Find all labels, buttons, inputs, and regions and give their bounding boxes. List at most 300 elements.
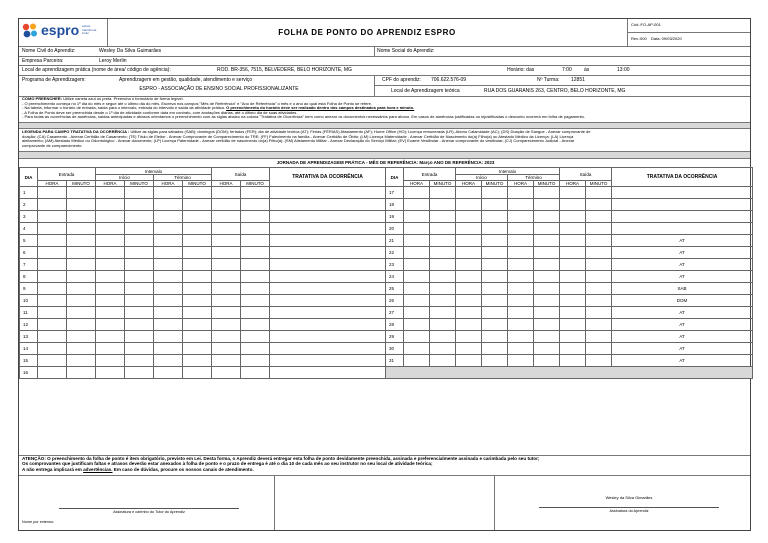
hora-cell[interactable] xyxy=(560,259,586,271)
hora-cell[interactable] xyxy=(212,199,241,211)
hora-cell[interactable] xyxy=(404,295,430,307)
hora-cell[interactable] xyxy=(404,187,430,199)
minuto-cell[interactable] xyxy=(125,235,154,247)
minuto-cell[interactable] xyxy=(67,307,96,319)
minuto-cell[interactable] xyxy=(241,187,270,199)
hora-cell[interactable] xyxy=(560,187,586,199)
hora-cell[interactable] xyxy=(212,211,241,223)
hora-cell[interactable] xyxy=(212,307,241,319)
hora-cell[interactable] xyxy=(404,331,430,343)
hora-cell[interactable] xyxy=(96,235,125,247)
hora-cell[interactable] xyxy=(38,271,67,283)
minuto-cell[interactable] xyxy=(125,355,154,367)
minuto-cell[interactable] xyxy=(482,307,508,319)
tratativa-cell[interactable]: AT xyxy=(612,307,753,319)
minuto-cell[interactable] xyxy=(67,211,96,223)
hora-cell[interactable] xyxy=(38,199,67,211)
hora-cell[interactable] xyxy=(96,307,125,319)
minuto-cell[interactable] xyxy=(482,187,508,199)
hora-cell[interactable] xyxy=(456,307,482,319)
minuto-cell[interactable] xyxy=(586,223,612,235)
hora-cell[interactable] xyxy=(96,355,125,367)
minuto-cell[interactable] xyxy=(67,247,96,259)
hora-cell[interactable] xyxy=(456,355,482,367)
hora-cell[interactable] xyxy=(456,331,482,343)
tratativa-cell[interactable] xyxy=(270,247,386,259)
hora-cell[interactable] xyxy=(154,343,183,355)
minuto-cell[interactable] xyxy=(534,307,560,319)
instructions-block xyxy=(22,97,750,120)
day-number: 3 xyxy=(20,211,38,223)
nome-civil-value[interactable]: Wesley Da Silva Guimarães xyxy=(99,48,162,54)
hora-cell[interactable] xyxy=(508,295,534,307)
minuto-cell[interactable] xyxy=(183,259,212,271)
minuto-cell[interactable] xyxy=(67,187,96,199)
tratativa-cell[interactable] xyxy=(612,199,753,211)
hora-cell[interactable] xyxy=(508,271,534,283)
minuto-cell[interactable] xyxy=(534,319,560,331)
minuto-cell[interactable] xyxy=(67,199,96,211)
hora-cell[interactable] xyxy=(96,295,125,307)
hora-cell[interactable] xyxy=(560,235,586,247)
minuto-cell[interactable] xyxy=(534,343,560,355)
hora-cell[interactable] xyxy=(154,211,183,223)
hora-cell[interactable] xyxy=(96,367,125,379)
day-number: 23 xyxy=(386,259,404,271)
hora-cell[interactable] xyxy=(560,199,586,211)
minuto-cell[interactable] xyxy=(125,283,154,295)
hora-cell[interactable] xyxy=(212,355,241,367)
hora-cell[interactable] xyxy=(404,247,430,259)
minuto-cell[interactable] xyxy=(430,235,456,247)
hora-header: HORA xyxy=(38,181,67,187)
minuto-cell[interactable] xyxy=(534,211,560,223)
hora-cell[interactable] xyxy=(154,283,183,295)
hora-cell[interactable] xyxy=(508,187,534,199)
hora-cell[interactable] xyxy=(560,271,586,283)
hora-cell[interactable] xyxy=(154,235,183,247)
hora-cell[interactable] xyxy=(154,223,183,235)
hora-cell[interactable] xyxy=(212,367,241,379)
hora-cell[interactable] xyxy=(456,343,482,355)
hora-cell[interactable] xyxy=(154,367,183,379)
minuto-cell[interactable] xyxy=(183,295,212,307)
hora-cell[interactable] xyxy=(560,295,586,307)
minuto-cell[interactable] xyxy=(534,295,560,307)
tratativa-cell[interactable] xyxy=(270,295,386,307)
minuto-cell[interactable] xyxy=(534,355,560,367)
horario-fim[interactable]: 13:00 xyxy=(617,67,630,73)
minuto-cell[interactable] xyxy=(241,211,270,223)
tratativa-cell[interactable]: AT xyxy=(612,247,753,259)
tratativa-cell[interactable] xyxy=(270,307,386,319)
hora-cell[interactable] xyxy=(96,331,125,343)
hora-cell[interactable] xyxy=(404,211,430,223)
minuto-cell[interactable] xyxy=(183,187,212,199)
hora-cell[interactable] xyxy=(154,319,183,331)
hora-cell[interactable] xyxy=(38,187,67,199)
minuto-cell[interactable] xyxy=(125,295,154,307)
hora-cell[interactable] xyxy=(38,235,67,247)
tratativa-cell[interactable] xyxy=(612,211,753,223)
hora-cell[interactable] xyxy=(96,223,125,235)
hora-cell[interactable] xyxy=(96,259,125,271)
minuto-cell[interactable] xyxy=(482,199,508,211)
minuto-cell[interactable] xyxy=(586,295,612,307)
minuto-cell[interactable] xyxy=(586,307,612,319)
hora-cell[interactable] xyxy=(212,343,241,355)
horario-inicio[interactable]: 7:00 xyxy=(562,67,572,73)
minuto-cell[interactable] xyxy=(183,367,212,379)
hora-cell[interactable] xyxy=(508,223,534,235)
hora-cell[interactable] xyxy=(212,295,241,307)
minuto-cell[interactable] xyxy=(430,211,456,223)
hora-cell[interactable] xyxy=(154,331,183,343)
cpf-value[interactable]: 706.622.576-09 xyxy=(431,77,467,83)
tratativa-cell[interactable] xyxy=(270,223,386,235)
hora-cell[interactable] xyxy=(96,247,125,259)
minuto-cell[interactable] xyxy=(183,331,212,343)
minuto-cell[interactable] xyxy=(183,271,212,283)
hora-cell[interactable] xyxy=(508,259,534,271)
hora-cell[interactable] xyxy=(456,283,482,295)
minuto-cell[interactable] xyxy=(183,211,212,223)
minuto-cell[interactable] xyxy=(67,355,96,367)
tratativa-cell[interactable]: AT xyxy=(612,355,753,367)
minuto-cell[interactable] xyxy=(241,259,270,271)
minuto-cell[interactable] xyxy=(125,331,154,343)
hora-cell[interactable] xyxy=(38,211,67,223)
minuto-cell[interactable] xyxy=(534,271,560,283)
minuto-cell[interactable] xyxy=(241,283,270,295)
hora-cell[interactable] xyxy=(508,331,534,343)
hora-cell[interactable] xyxy=(508,199,534,211)
hora-cell[interactable] xyxy=(560,307,586,319)
hora-cell[interactable] xyxy=(404,355,430,367)
hora-cell[interactable] xyxy=(456,271,482,283)
hora-cell[interactable] xyxy=(154,199,183,211)
tratativa-cell[interactable] xyxy=(270,199,386,211)
hora-cell[interactable] xyxy=(154,259,183,271)
minuto-cell[interactable] xyxy=(183,283,212,295)
minuto-cell[interactable] xyxy=(430,283,456,295)
hora-cell[interactable] xyxy=(560,283,586,295)
tratativa-cell[interactable] xyxy=(270,271,386,283)
minuto-cell[interactable] xyxy=(241,343,270,355)
minuto-cell[interactable] xyxy=(482,283,508,295)
doc-revision: Rev.:000 xyxy=(631,36,647,41)
tratativa-cell[interactable] xyxy=(270,319,386,331)
hora-cell[interactable] xyxy=(154,247,183,259)
hora-cell[interactable] xyxy=(38,319,67,331)
minuto-cell[interactable] xyxy=(125,199,154,211)
hora-cell[interactable] xyxy=(212,247,241,259)
hora-cell[interactable] xyxy=(38,259,67,271)
hora-cell[interactable] xyxy=(404,199,430,211)
hora-cell[interactable] xyxy=(154,307,183,319)
minuto-cell[interactable] xyxy=(430,331,456,343)
hora-cell[interactable] xyxy=(154,355,183,367)
hora-cell[interactable] xyxy=(560,211,586,223)
hora-cell[interactable] xyxy=(154,295,183,307)
local-value[interactable]: ROD. BR-356, 7515, BELVEDERE, BELO HORIZONTE, MG xyxy=(217,67,352,73)
tratativa-cell[interactable] xyxy=(270,235,386,247)
minuto-cell[interactable] xyxy=(482,331,508,343)
tratativa-cell[interactable]: SAB xyxy=(612,283,753,295)
hora-cell[interactable] xyxy=(560,331,586,343)
hora-cell[interactable] xyxy=(456,211,482,223)
minuto-cell[interactable] xyxy=(125,211,154,223)
hora-cell[interactable] xyxy=(508,247,534,259)
minuto-cell[interactable] xyxy=(586,319,612,331)
hora-cell[interactable] xyxy=(560,355,586,367)
minuto-cell[interactable] xyxy=(482,223,508,235)
minuto-cell[interactable] xyxy=(534,247,560,259)
hora-cell[interactable] xyxy=(508,235,534,247)
minuto-cell[interactable] xyxy=(125,307,154,319)
local-teorica-value[interactable]: RUA DOS GUARANIS 263, CENTRO, BELO HORIZONTE, MG xyxy=(484,88,626,94)
minuto-cell[interactable] xyxy=(430,247,456,259)
hora-cell[interactable] xyxy=(38,247,67,259)
tratativa-cell[interactable]: DOM xyxy=(612,295,753,307)
empresa-value[interactable]: Leroy Merlin xyxy=(99,58,127,64)
tratativa-cell[interactable] xyxy=(612,187,753,199)
hora-cell[interactable] xyxy=(404,271,430,283)
minuto-cell[interactable] xyxy=(241,319,270,331)
hora-cell[interactable] xyxy=(212,319,241,331)
minuto-cell[interactable] xyxy=(241,199,270,211)
tratativa-cell[interactable]: AT xyxy=(612,343,753,355)
minuto-cell[interactable] xyxy=(183,199,212,211)
minuto-cell[interactable] xyxy=(183,343,212,355)
minuto-cell[interactable] xyxy=(534,199,560,211)
hora-cell[interactable] xyxy=(404,235,430,247)
minuto-cell[interactable] xyxy=(183,235,212,247)
tratativa-cell[interactable] xyxy=(270,283,386,295)
minuto-cell[interactable] xyxy=(241,307,270,319)
minuto-cell[interactable] xyxy=(183,319,212,331)
minuto-cell[interactable] xyxy=(67,283,96,295)
programa-value[interactable]: Aprendizagem em gestão, qualidade, atendimento e serviço xyxy=(119,77,253,83)
hora-cell[interactable] xyxy=(38,331,67,343)
hora-cell[interactable] xyxy=(96,271,125,283)
minuto-cell[interactable] xyxy=(67,319,96,331)
day-number: 20 xyxy=(386,223,404,235)
hora-cell[interactable] xyxy=(456,187,482,199)
hora-cell[interactable] xyxy=(404,307,430,319)
minuto-cell[interactable] xyxy=(241,271,270,283)
tratativa-cell[interactable] xyxy=(270,331,386,343)
espro-logo xyxy=(22,22,102,40)
minuto-cell[interactable] xyxy=(482,247,508,259)
minuto-cell[interactable] xyxy=(125,367,154,379)
hora-cell[interactable] xyxy=(456,199,482,211)
minuto-cell[interactable] xyxy=(482,295,508,307)
minuto-cell[interactable] xyxy=(430,199,456,211)
minuto-cell[interactable] xyxy=(241,223,270,235)
hora-cell[interactable] xyxy=(508,307,534,319)
hora-cell[interactable] xyxy=(154,187,183,199)
minuto-cell[interactable] xyxy=(534,283,560,295)
hora-cell[interactable] xyxy=(456,235,482,247)
minuto-cell[interactable] xyxy=(125,187,154,199)
minuto-cell[interactable] xyxy=(430,295,456,307)
minuto-cell[interactable] xyxy=(241,367,270,379)
hora-cell[interactable] xyxy=(38,283,67,295)
minuto-cell[interactable] xyxy=(125,247,154,259)
tratativa-cell[interactable] xyxy=(270,367,386,379)
turma-value[interactable]: 12851 xyxy=(571,77,585,83)
minuto-cell[interactable] xyxy=(482,271,508,283)
hora-cell[interactable] xyxy=(508,319,534,331)
minuto-cell[interactable] xyxy=(183,355,212,367)
minuto-cell[interactable] xyxy=(482,235,508,247)
hora-cell[interactable] xyxy=(96,319,125,331)
minuto-cell[interactable] xyxy=(586,343,612,355)
minuto-cell[interactable] xyxy=(430,223,456,235)
minuto-cell[interactable] xyxy=(534,235,560,247)
tratativa-cell[interactable]: AT xyxy=(612,259,753,271)
minuto-cell[interactable] xyxy=(586,259,612,271)
minuto-cell[interactable] xyxy=(67,271,96,283)
hora-cell[interactable] xyxy=(38,223,67,235)
hora-cell[interactable] xyxy=(508,355,534,367)
hora-cell[interactable] xyxy=(456,295,482,307)
hora-cell[interactable] xyxy=(38,307,67,319)
table-row xyxy=(386,259,753,271)
hora-cell[interactable] xyxy=(404,343,430,355)
hora-cell[interactable] xyxy=(560,319,586,331)
hora-cell[interactable] xyxy=(96,283,125,295)
minuto-cell[interactable] xyxy=(67,295,96,307)
minuto-cell[interactable] xyxy=(430,259,456,271)
hora-cell[interactable] xyxy=(560,343,586,355)
minuto-cell[interactable] xyxy=(241,331,270,343)
minuto-cell[interactable] xyxy=(534,187,560,199)
tratativa-cell[interactable]: AT xyxy=(612,235,753,247)
tratativa-cell[interactable]: AT xyxy=(612,271,753,283)
hora-cell[interactable] xyxy=(96,187,125,199)
minuto-cell[interactable] xyxy=(430,319,456,331)
minuto-cell[interactable] xyxy=(482,259,508,271)
hora-cell[interactable] xyxy=(560,247,586,259)
minuto-cell[interactable] xyxy=(67,259,96,271)
minuto-cell[interactable] xyxy=(586,271,612,283)
minuto-cell[interactable] xyxy=(430,355,456,367)
hora-cell[interactable] xyxy=(404,259,430,271)
hora-cell[interactable] xyxy=(38,295,67,307)
minuto-cell[interactable] xyxy=(67,235,96,247)
tratativa-cell[interactable] xyxy=(612,223,753,235)
minuto-cell[interactable] xyxy=(586,187,612,199)
minuto-cell[interactable] xyxy=(67,343,96,355)
hora-cell[interactable] xyxy=(456,247,482,259)
minuto-cell[interactable] xyxy=(125,319,154,331)
tratativa-cell[interactable] xyxy=(270,355,386,367)
minuto-cell[interactable] xyxy=(534,331,560,343)
tratativa-cell[interactable]: AT xyxy=(612,331,753,343)
minuto-cell[interactable] xyxy=(482,211,508,223)
minuto-cell[interactable] xyxy=(241,235,270,247)
hora-cell[interactable] xyxy=(212,187,241,199)
horario-label: Horário: das xyxy=(507,67,535,73)
hora-header: HORA xyxy=(560,181,586,187)
minuto-cell[interactable] xyxy=(125,259,154,271)
minuto-cell[interactable] xyxy=(482,355,508,367)
hora-cell[interactable] xyxy=(456,259,482,271)
minuto-cell[interactable] xyxy=(586,199,612,211)
hora-cell[interactable] xyxy=(404,319,430,331)
minuto-cell[interactable] xyxy=(183,307,212,319)
minuto-cell[interactable] xyxy=(586,355,612,367)
hora-cell[interactable] xyxy=(38,367,67,379)
minuto-cell[interactable] xyxy=(586,235,612,247)
hora-cell[interactable] xyxy=(38,355,67,367)
hora-cell[interactable] xyxy=(404,223,430,235)
minuto-cell[interactable] xyxy=(482,319,508,331)
hora-cell[interactable] xyxy=(212,331,241,343)
minuto-cell[interactable] xyxy=(430,343,456,355)
minuto-cell[interactable] xyxy=(241,247,270,259)
table-row xyxy=(20,199,386,211)
minuto-cell[interactable] xyxy=(534,223,560,235)
hora-cell[interactable] xyxy=(212,283,241,295)
hora-cell[interactable] xyxy=(96,211,125,223)
hora-cell[interactable] xyxy=(38,343,67,355)
minuto-cell[interactable] xyxy=(586,211,612,223)
hora-cell[interactable] xyxy=(560,223,586,235)
minuto-cell[interactable] xyxy=(125,223,154,235)
minuto-cell[interactable] xyxy=(586,283,612,295)
minuto-cell[interactable] xyxy=(125,343,154,355)
minuto-cell[interactable] xyxy=(430,307,456,319)
hora-cell[interactable] xyxy=(508,283,534,295)
tratativa-cell[interactable] xyxy=(270,211,386,223)
tratativa-cell[interactable]: AT xyxy=(612,319,753,331)
hora-cell[interactable] xyxy=(456,223,482,235)
hora-cell[interactable] xyxy=(404,283,430,295)
minuto-cell[interactable] xyxy=(430,187,456,199)
minuto-cell[interactable] xyxy=(241,295,270,307)
hora-cell[interactable] xyxy=(212,223,241,235)
minuto-cell[interactable] xyxy=(67,367,96,379)
minuto-cell[interactable] xyxy=(125,271,154,283)
hora-cell[interactable] xyxy=(212,259,241,271)
hora-cell[interactable] xyxy=(154,271,183,283)
minuto-cell[interactable] xyxy=(241,355,270,367)
tratativa-cell[interactable] xyxy=(270,343,386,355)
hora-cell[interactable] xyxy=(508,343,534,355)
timesheet-form xyxy=(18,18,751,531)
minuto-cell[interactable] xyxy=(430,271,456,283)
minuto-cell[interactable] xyxy=(534,259,560,271)
tratativa-cell[interactable] xyxy=(270,259,386,271)
minuto-cell[interactable] xyxy=(482,343,508,355)
tratativa-cell[interactable] xyxy=(270,187,386,199)
minuto-cell[interactable] xyxy=(67,331,96,343)
minuto-cell[interactable] xyxy=(586,331,612,343)
minuto-cell[interactable] xyxy=(183,247,212,259)
minuto-cell[interactable] xyxy=(586,247,612,259)
hora-cell[interactable] xyxy=(212,235,241,247)
hora-cell[interactable] xyxy=(212,271,241,283)
minuto-cell[interactable] xyxy=(67,223,96,235)
minuto-cell[interactable] xyxy=(183,223,212,235)
hora-cell[interactable] xyxy=(96,199,125,211)
hora-cell[interactable] xyxy=(508,211,534,223)
hora-cell[interactable] xyxy=(456,319,482,331)
hora-cell[interactable] xyxy=(96,343,125,355)
